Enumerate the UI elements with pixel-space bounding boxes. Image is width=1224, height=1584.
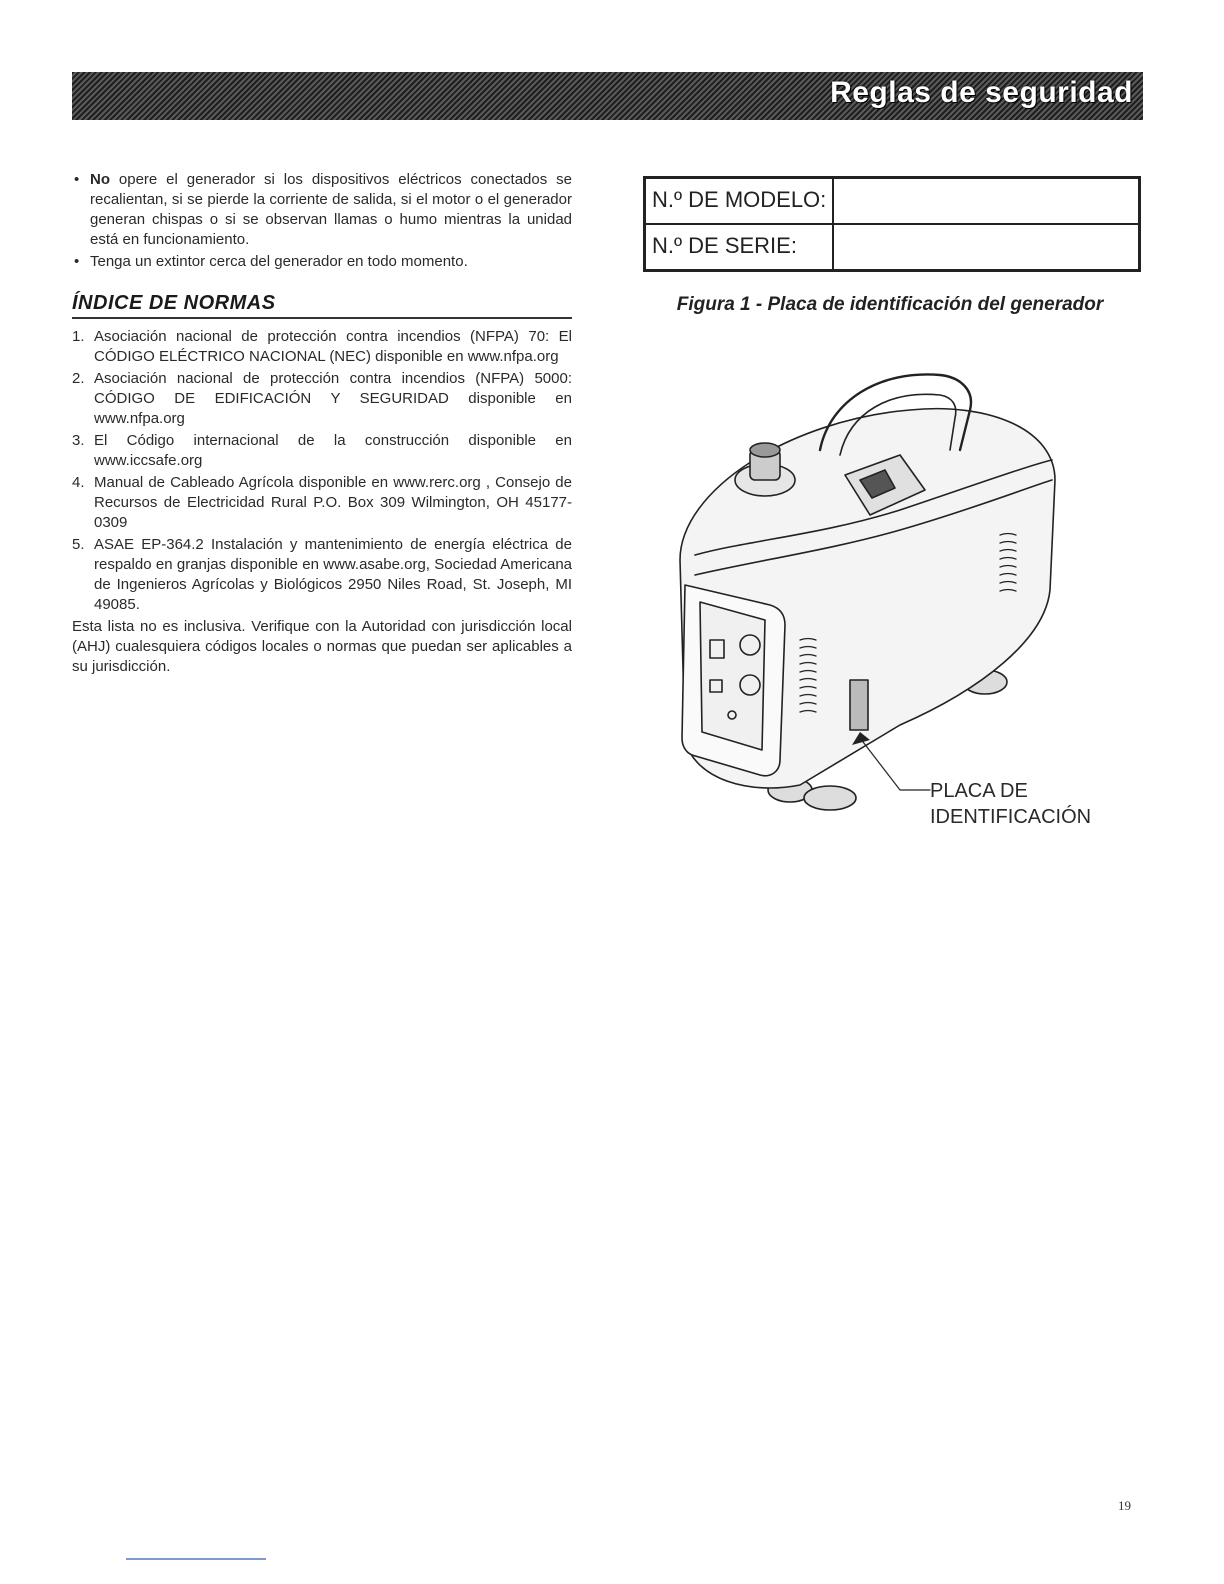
list-item: [72, 327, 572, 367]
bullet-item: [72, 252, 572, 272]
section-heading: ÍNDICE DE NORMAS: [72, 290, 572, 319]
norms-list: [72, 327, 572, 615]
model-value-field[interactable]: [833, 178, 1139, 224]
id-plate-grille: [850, 680, 868, 730]
page-number: 19: [1118, 1498, 1131, 1513]
foot-front-center: [804, 786, 856, 810]
id-plate-callout: [930, 778, 1091, 830]
footer-rule: [126, 1558, 266, 1560]
bullet-text: Tenga un extintor cerca del generador en todo momento.: [90, 253, 468, 270]
list-item: [72, 431, 572, 471]
bullet-lead: No: [90, 171, 110, 188]
serial-value-field[interactable]: [833, 224, 1139, 270]
item-text: El Código internacional de la construcción disponible en www.iccsafe.org: [94, 432, 572, 469]
item-number: 3.: [72, 432, 85, 449]
model-label: N.º DE MODELO:: [645, 178, 833, 224]
safety-bullets: [72, 170, 572, 272]
id-plate-table: [643, 176, 1141, 272]
list-item: [72, 369, 572, 429]
item-text: Manual de Cableado Agrícola disponible en www.rerc.org , Consejo de Recursos de Electricidad Rural P.O. Box 309 Wilmington, OH 45177-0309: [94, 474, 572, 531]
item-text: Asociación nacional de protección contra incendios (NFPA) 5000: CÓDIGO DE EDIFICACIÓN Y SEGURIDAD disponible en www.nfpa.org: [94, 370, 572, 427]
bullet-item: [72, 170, 572, 250]
item-number: 2.: [72, 370, 85, 387]
item-number: 5.: [72, 536, 85, 553]
item-text: Asociación nacional de protección contra incendios (NFPA) 70: El CÓDIGO ELÉCTRICO NACIONAL (NEC) disponible en www.nfpa.org: [94, 328, 572, 365]
item-number: 4.: [72, 474, 85, 491]
section-banner: [72, 72, 1143, 120]
bullet-text: opere el generador si los dispositivos eléctricos conectados se recalientan, si se pierde la corriente de salida, si el motor o el generador generan chispas o si se observan llamas o humo mientras la unidad está en funcionamiento.: [90, 171, 572, 248]
list-item: [72, 473, 572, 533]
generator-illustration: [640, 340, 1140, 840]
callout-line: PLACA DE: [930, 780, 1028, 802]
serial-label: N.º DE SERIE:: [645, 224, 833, 270]
item-number: 1.: [72, 328, 85, 345]
callout-leader: [860, 738, 930, 790]
left-column: [72, 170, 572, 677]
item-text: ASAE EP-364.2 Instalación y mantenimiento de energía eléctrica de respaldo en granjas disponible en www.asabe.org, Sociedad Americana de Ingenieros Agrícolas y Biológicos 2950 Niles Road, St. Joseph, MI 49085.: [94, 536, 572, 613]
callout-line: IDENTIFICACIÓN: [930, 806, 1092, 828]
closing-paragraph: Esta lista no es inclusiva. Verifique con la Autoridad con jurisdicción local (AHJ) cualesquiera códigos locales o normas que puedan ser aplicables a su jurisdicción.: [72, 618, 572, 675]
list-item: [72, 535, 572, 615]
banner-title: Reglas de seguridad: [830, 76, 1133, 109]
figure-caption: Figura 1 - Placa de identificación del generador: [676, 294, 1104, 315]
